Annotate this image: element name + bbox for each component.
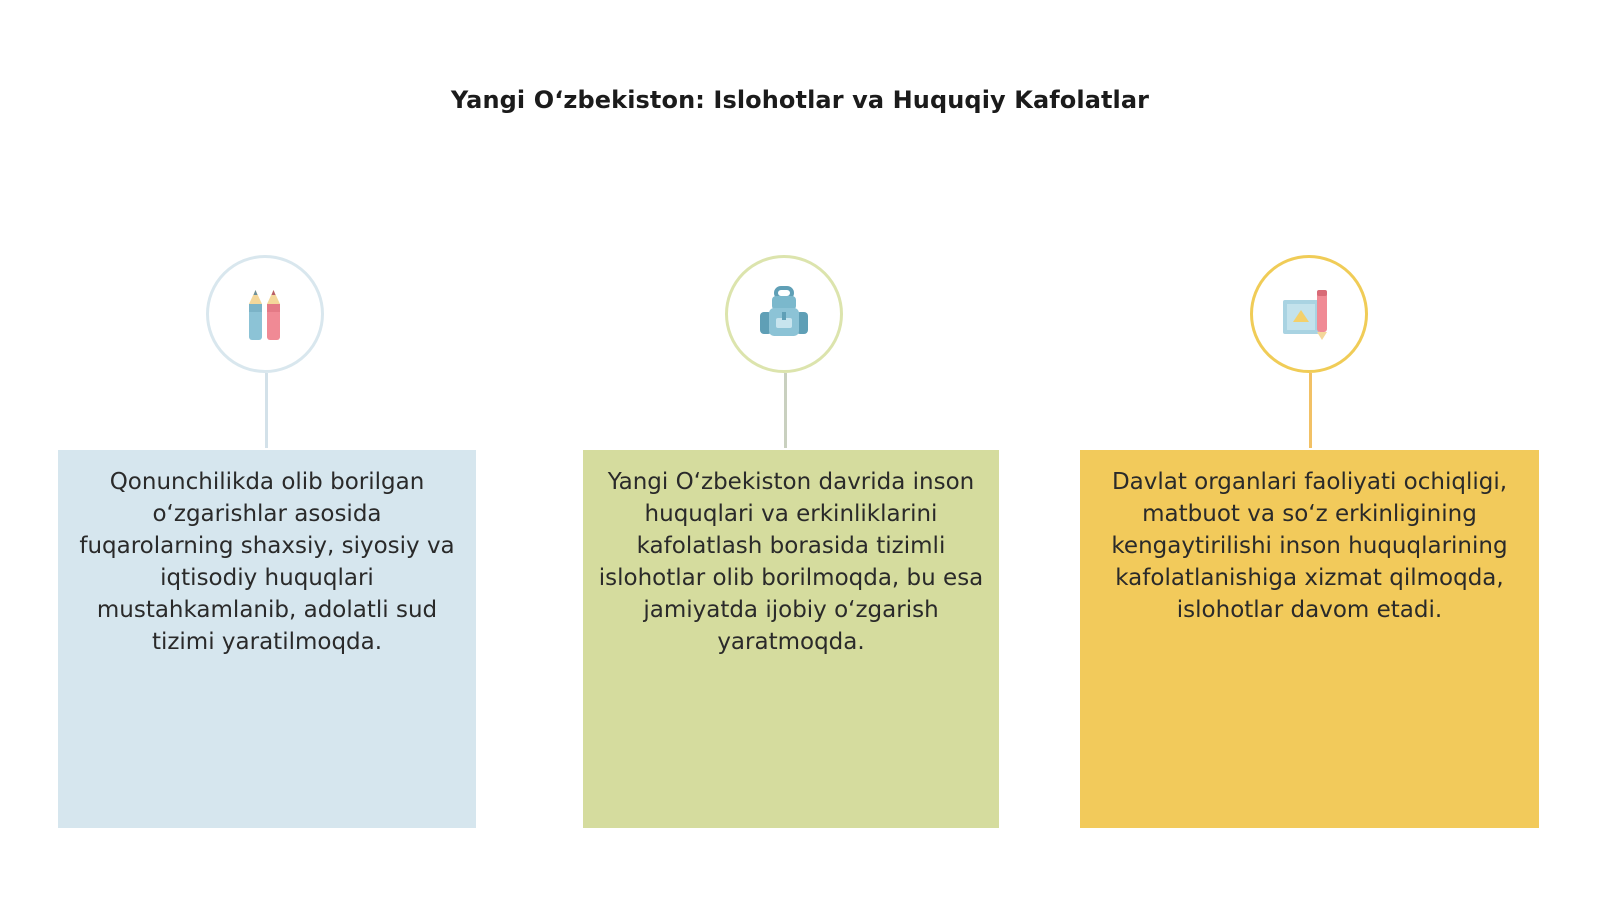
connector-line-2 xyxy=(784,373,787,448)
pencils-icon xyxy=(237,282,293,346)
icon-circle-3 xyxy=(1250,255,1368,373)
page-title: Yangi O‘zbekiston: Islohotlar va Huquqiy Kafolatlar xyxy=(450,86,1150,114)
card-3 xyxy=(1080,450,1539,828)
connector-line-1 xyxy=(265,373,268,448)
card-2-text: Yangi O‘zbekiston davrida inson huquqlari va erkinliklarini kafolatlash borasida tizimli islohotlar olib borilmoqda, bu esa jamiyatda ijobiy o‘zgarish yaratmoqda. xyxy=(598,469,984,655)
card-3-text: Davlat organlari faoliyati ochiqligi, matbuot va so‘z erkinligining kengaytirilishi inson huquqlarining kafolatlanishiga xizmat qilmoqda, islohotlar davom etadi. xyxy=(1111,469,1508,623)
card-1 xyxy=(58,450,476,828)
card-2 xyxy=(583,450,999,828)
card-1-text: Qonunchilikda olib borilgan o‘zgarishlar asosida fuqarolarning shaxsiy, siyosiy va iqtisodiy huquqlari mustahkamlanib, adolatli sud tizimi yaratilmoqda. xyxy=(79,469,455,655)
backpack-icon xyxy=(752,282,816,346)
icon-circle-2 xyxy=(725,255,843,373)
icon-circle-1 xyxy=(206,255,324,373)
connector-line-3 xyxy=(1309,373,1312,448)
drawing-icon xyxy=(1277,282,1341,346)
